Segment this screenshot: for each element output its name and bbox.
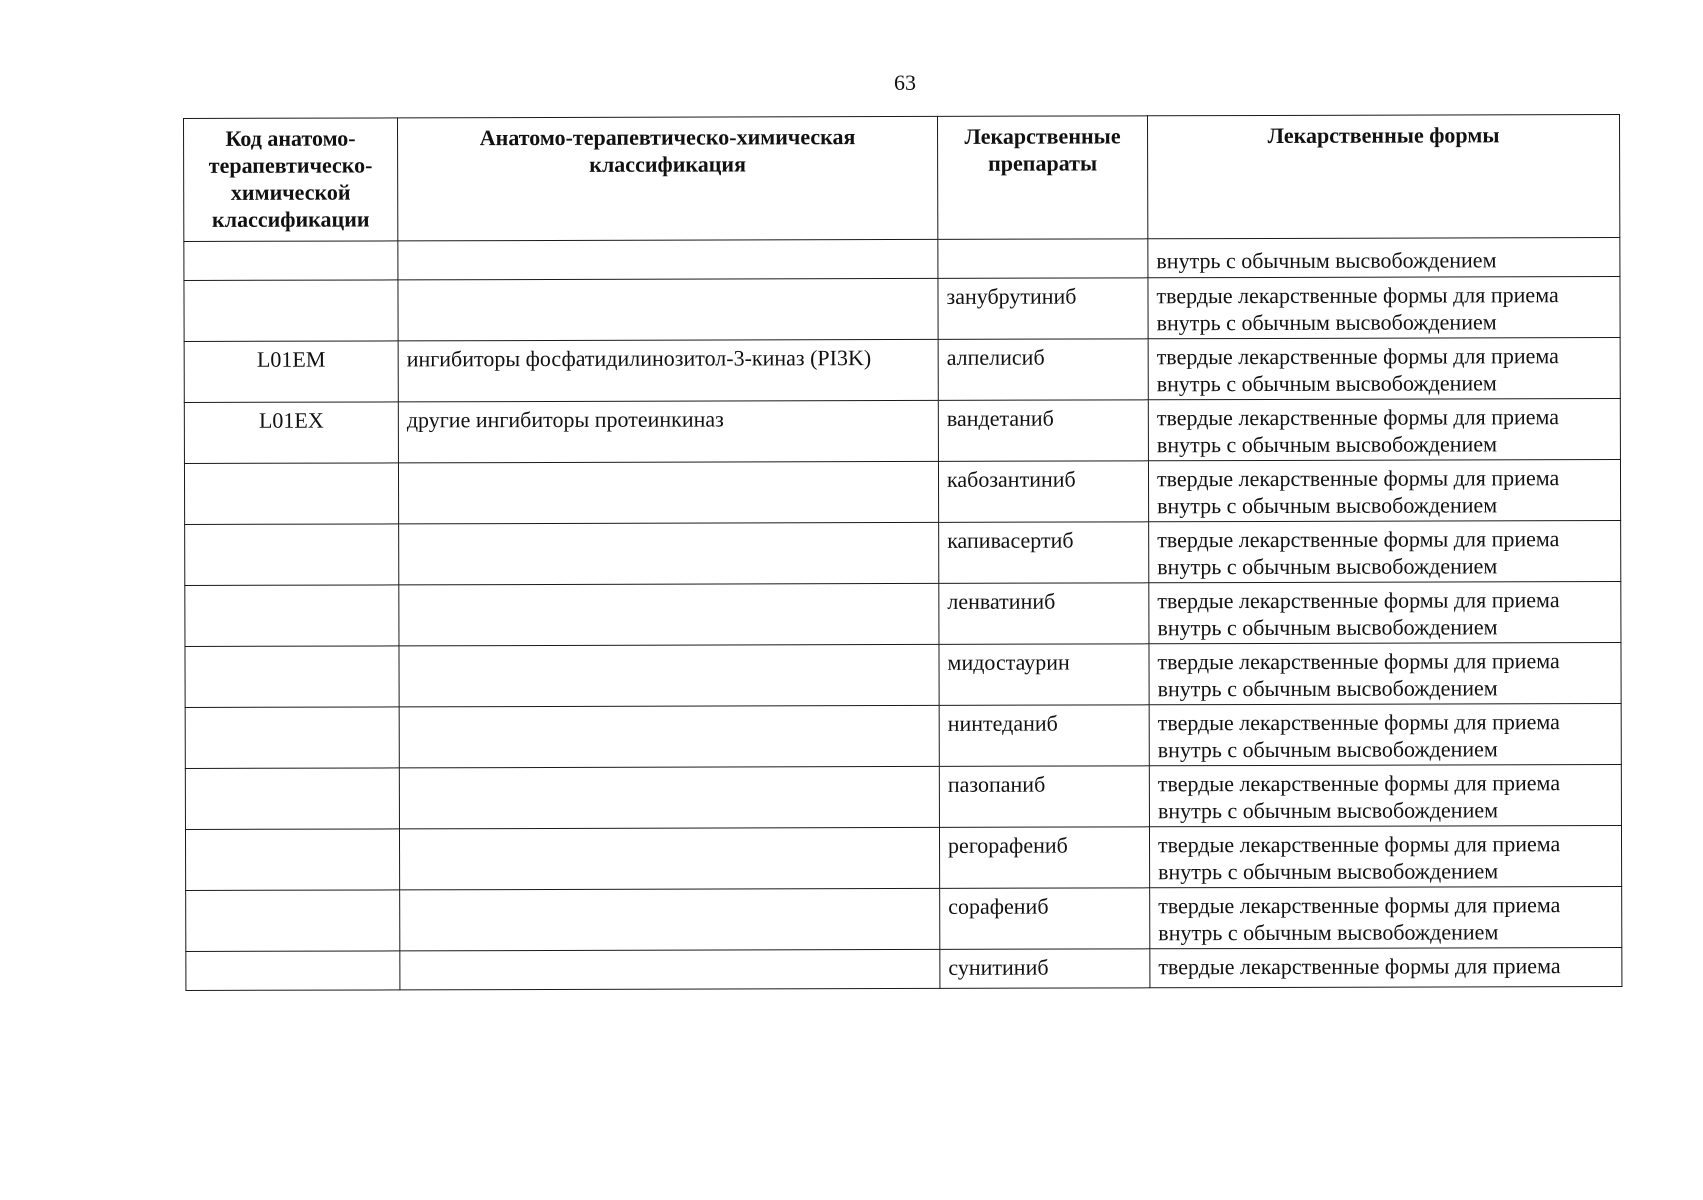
atc-code-cell (184, 241, 398, 281)
atc-name-cell: ингибиторы фосфатидилинозитол-3-киназ (PI3K) (398, 339, 938, 402)
dosage-form-cell: твердые лекарственные формы для приема (1150, 947, 1622, 987)
header-medicines: Лекарственные препараты (937, 116, 1147, 240)
dosage-form-cell: твердые лекарственные формы для приема внутрь с обычным высвобождением (1149, 825, 1621, 887)
table-row (185, 642, 1621, 707)
table-row (184, 337, 1620, 402)
dosage-form-cell: твердые лекарственные формы для приема внутрь с обычным высвобождением (1148, 337, 1620, 399)
header-atc-code: Код анатомо-терапевтическо-химической классификации (184, 118, 398, 242)
atc-name-cell (400, 888, 940, 951)
atc-name-cell: другие ингибиторы протеинкиназ (398, 400, 938, 463)
dosage-form-cell: твердые лекарственные формы для приема внутрь с обычным высвобождением (1148, 459, 1620, 521)
atc-name-cell (399, 705, 939, 768)
table-row (185, 581, 1621, 646)
atc-code-cell (186, 890, 400, 952)
table-row (186, 947, 1622, 990)
atc-code-cell: L01EX (184, 402, 398, 464)
dosage-form-cell: твердые лекарственные формы для приема внутрь с обычным высвобождением (1149, 581, 1621, 643)
dosage-form-cell: твердые лекарственные формы для приема внутрь с обычным высвобождением (1149, 520, 1621, 582)
header-atc-classification: Анатомо-терапевтическо-химическая классификация (398, 116, 938, 241)
atc-code-cell (186, 951, 400, 991)
table-row (185, 703, 1621, 768)
drug-cell (938, 239, 1148, 279)
atc-name-cell (399, 644, 939, 707)
atc-name-cell (399, 766, 939, 829)
drug-cell: капивасертиб (939, 522, 1149, 584)
atc-code-cell (185, 768, 399, 830)
atc-code-cell (185, 524, 399, 586)
atc-code-cell: L01EM (184, 341, 398, 403)
dosage-form-cell: твердые лекарственные формы для приема внутрь с обычным высвобождением (1148, 276, 1620, 338)
drug-cell: занубрутиниб (938, 278, 1148, 340)
atc-name-cell (399, 522, 939, 585)
atc-name-cell (398, 278, 938, 341)
atc-name-cell (398, 461, 938, 524)
atc-name-cell (398, 239, 938, 280)
drug-cell: вандетаниб (938, 400, 1148, 462)
drug-cell: сорафениб (940, 888, 1150, 950)
drug-cell: пазопаниб (939, 766, 1149, 828)
table-row (184, 276, 1620, 341)
drug-cell: кабозантиниб (938, 461, 1148, 523)
atc-code-cell (184, 280, 398, 342)
table-row (185, 825, 1621, 890)
drug-cell: нинтеданиб (939, 705, 1149, 767)
drug-cell: ленватиниб (939, 583, 1149, 645)
atc-code-cell (185, 829, 399, 891)
dosage-form-cell: твердые лекарственные формы для приема внутрь с обычным высвобождением (1149, 642, 1621, 704)
atc-name-cell (400, 949, 940, 990)
table-container (183, 114, 1621, 991)
table-row (186, 886, 1622, 951)
dosage-form-cell: внутрь с обычным высвобождением (1148, 237, 1620, 277)
drug-cell: мидостаурин (939, 644, 1149, 706)
dosage-form-cell: твердые лекарственные формы для приема внутрь с обычным высвобождением (1149, 764, 1621, 826)
atc-code-cell (184, 463, 398, 525)
table-row (185, 520, 1621, 585)
drug-cell: регорафениб (939, 827, 1149, 889)
atc-code-cell (185, 585, 399, 647)
header-row (184, 114, 1620, 241)
table-header (184, 114, 1620, 241)
atc-name-cell (399, 583, 939, 646)
atc-name-cell (399, 827, 939, 890)
atc-table (183, 114, 1622, 991)
dosage-form-cell: твердые лекарственные формы для приема внутрь с обычным высвобождением (1149, 703, 1621, 765)
atc-code-cell (185, 646, 399, 708)
header-dosage-forms: Лекарственные формы (1147, 114, 1619, 238)
table-row (184, 459, 1620, 524)
table-row (185, 764, 1621, 829)
dosage-form-cell: твердые лекарственные формы для приема внутрь с обычным высвобождением (1150, 886, 1622, 948)
page-number: 63 (894, 70, 916, 95)
drug-cell: сунитиниб (940, 949, 1150, 989)
table-row (184, 398, 1620, 463)
table-body (184, 237, 1622, 990)
drug-cell: алпелисиб (938, 339, 1148, 401)
table-row (184, 237, 1620, 280)
atc-code-cell (185, 707, 399, 769)
dosage-form-cell: твердые лекарственные формы для приема внутрь с обычным высвобождением (1148, 398, 1620, 460)
